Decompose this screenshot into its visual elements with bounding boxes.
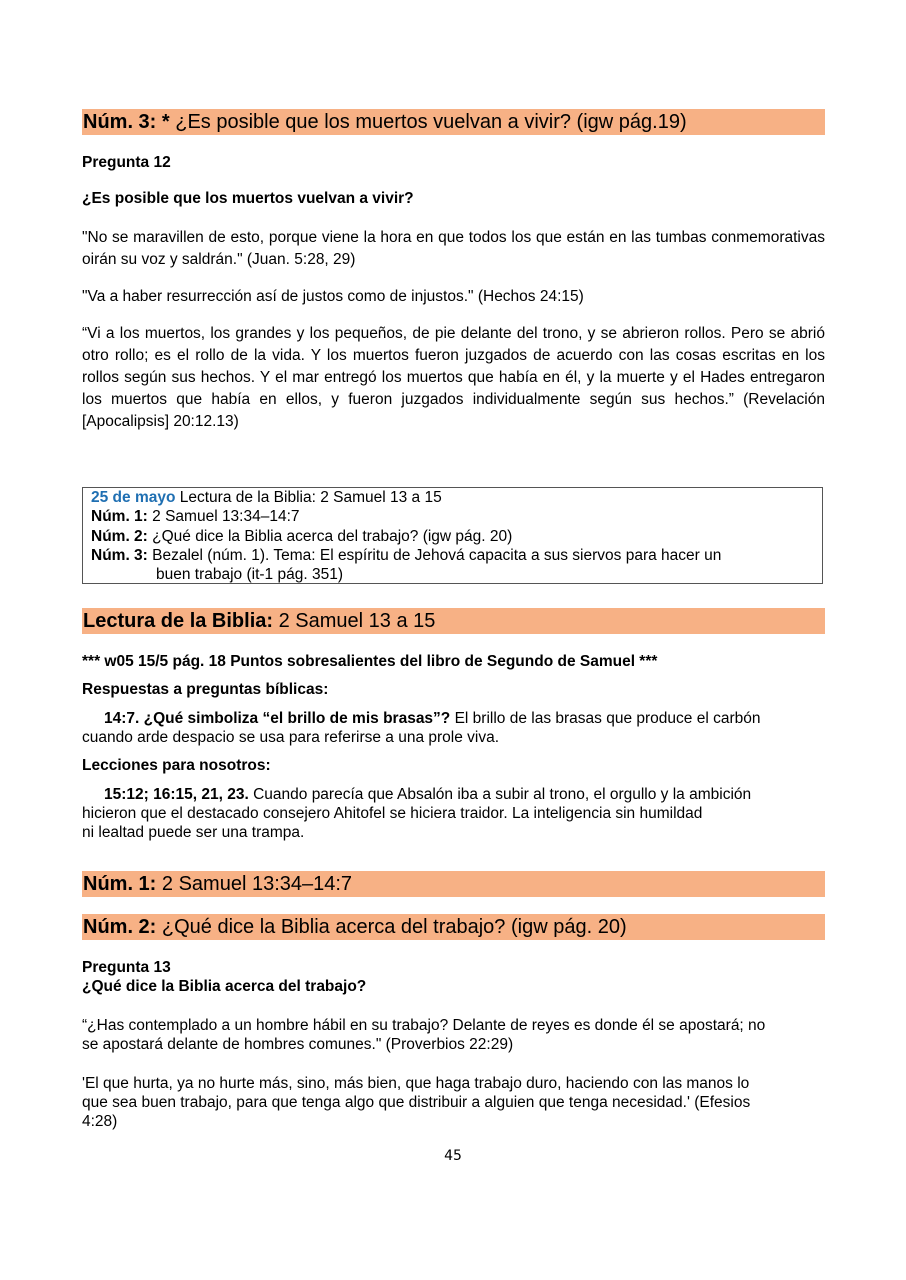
question-13-title: Pregunta 13 bbox=[82, 959, 171, 976]
proverbios-line1: “¿Has contemplado a un hombre hábil en su trabajo? Delante de reyes es donde él se apostará; no bbox=[82, 1017, 766, 1034]
schedule-box bbox=[82, 487, 823, 584]
efesios-line2: que sea buen trabajo, para que tenga algo que distribuir a alguien que tenga necesidad.' (Efesios bbox=[82, 1094, 751, 1111]
schedule-item-1-text: 2 Samuel 13:34–14:7 bbox=[147, 508, 300, 526]
respuesta-lead: 14:7. ¿Qué simboliza “el brillo de mis brasas”? bbox=[104, 710, 451, 727]
schedule-item-1-label: Núm. 1: bbox=[91, 508, 148, 526]
proverbios-line2: se apostará delante de hombres comunes." (Proverbios 22:29) bbox=[82, 1036, 514, 1053]
leccion-line2: hicieron que el destacado consejero Ahitofel se hiciera traidor. La inteligencia sin humildad bbox=[82, 805, 703, 822]
heading-label: Núm. 2: bbox=[83, 916, 157, 938]
efesios-line1: 'El que hurta, ya no hurte más, sino, más bien, que haga trabajo duro, haciendo con las manos lo bbox=[82, 1075, 750, 1092]
paragraph-proverbios bbox=[82, 1016, 825, 1054]
schedule-item-3-cont: buen trabajo (it-1 pág. 351) bbox=[156, 566, 343, 584]
question-12-title: Pregunta 12 bbox=[82, 154, 171, 171]
section-heading-num1 bbox=[82, 871, 825, 897]
schedule-reading: Lectura de la Biblia: 2 Samuel 13 a 15 bbox=[175, 489, 442, 506]
leccion-15-12 bbox=[82, 785, 825, 842]
question-13-text: ¿Qué dice la Biblia acerca del trabajo? bbox=[82, 978, 367, 995]
page-number: 45 bbox=[444, 1148, 462, 1164]
paragraph-efesios bbox=[82, 1074, 825, 1131]
schedule-item-2-text: ¿Qué dice la Biblia acerca del trabajo? (igw pág. 20) bbox=[147, 527, 513, 545]
heading-label: Núm. 3: * bbox=[83, 111, 170, 133]
heading-text: ¿Qué dice la Biblia acerca del trabajo? (igw pág. 20) bbox=[156, 916, 627, 938]
section-heading-num3 bbox=[82, 109, 825, 135]
lecciones-title: Lecciones para nosotros: bbox=[82, 757, 271, 774]
paragraph-hechos: "Va a haber resurrección así de justos como de injustos." (Hechos 24:15) bbox=[82, 288, 584, 305]
schedule-item-3-label: Núm. 3: bbox=[91, 546, 148, 564]
heading-label: Núm. 1: bbox=[83, 873, 157, 895]
schedule-item-2-label: Núm. 2: bbox=[91, 527, 148, 545]
question-12-text: ¿Es posible que los muertos vuelvan a vivir? bbox=[82, 190, 414, 207]
question-13 bbox=[82, 958, 825, 996]
schedule-item-3-text: Bezalel (núm. 1). Tema: El espíritu de Jehová capacita a sus siervos para hacer un bbox=[147, 546, 722, 564]
respuestas-title: Respuestas a preguntas bíblicas: bbox=[82, 681, 329, 698]
section-heading-num2 bbox=[82, 914, 825, 940]
schedule-date: 25 de mayo bbox=[91, 489, 176, 506]
leccion-lead: 15:12; 16:15, 21, 23. bbox=[104, 786, 249, 803]
schedule-item-2 bbox=[91, 527, 814, 546]
leccion-line1: Cuando parecía que Absalón iba a subir al trono, el orgullo y la ambición bbox=[248, 786, 752, 803]
paragraph-revelacion: “Vi a los muertos, los grandes y los pequeños, de pie delante del trono, y se abrieron rollos. Pero se abrió otro rollo; es el rollo de la vida. Y los muertos fueron juzgados de acuerdo con las cosas escritas en los rollos según sus hechos. Y el mar entregó los muertos que había en él, y la muerte y el Hades entregaron los muertos que había en ellos, y fueron juzgados individualmente según sus hechos.” (Revelación [Apocalipsis] 20:12.13) bbox=[82, 325, 825, 430]
heading-text: 2 Samuel 13:34–14:7 bbox=[156, 873, 353, 895]
schedule-item-3 bbox=[91, 546, 814, 565]
w05-reference: *** w05 15/5 pág. 18 Puntos sobresalientes del libro de Segundo de Samuel *** bbox=[82, 653, 658, 670]
schedule-date-line bbox=[91, 488, 814, 507]
section-heading-lectura bbox=[82, 608, 825, 634]
efesios-line3: 4:28) bbox=[82, 1113, 118, 1130]
paragraph-juan: "No se maravillen de esto, porque viene la hora en que todos los que están en las tumbas conmemorativas oirán su voz y saldrán." (Juan. 5:28, 29) bbox=[82, 229, 825, 268]
respuesta-line2: cuando arde despacio se usa para referirse a una prole viva. bbox=[82, 729, 500, 746]
heading-text: 2 Samuel 13 a 15 bbox=[273, 610, 436, 632]
respuesta-14-7 bbox=[82, 709, 825, 747]
heading-text: ¿Es posible que los muertos vuelvan a vivir? (igw pág.19) bbox=[169, 111, 687, 133]
schedule-item-1 bbox=[91, 507, 814, 526]
leccion-line3: ni lealtad puede ser una trampa. bbox=[82, 824, 305, 841]
heading-label: Lectura de la Biblia: bbox=[83, 610, 274, 632]
respuesta-line1: El brillo de las brasas que produce el carbón bbox=[450, 710, 761, 727]
